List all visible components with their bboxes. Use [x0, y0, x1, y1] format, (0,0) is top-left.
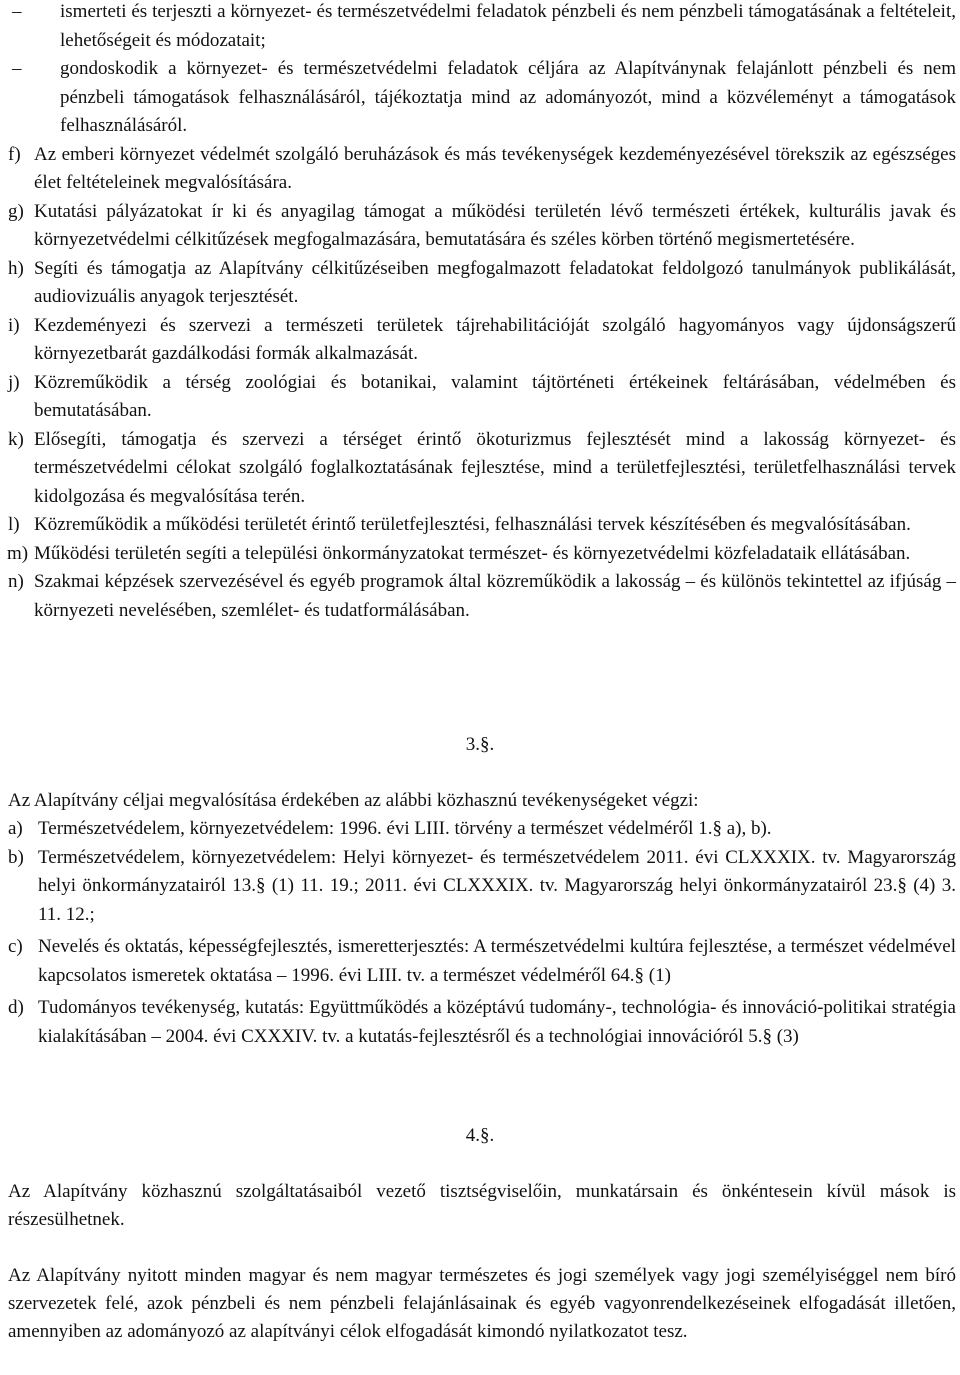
- list-marker: i): [8, 314, 20, 336]
- list-marker: d): [8, 997, 24, 1018]
- list-marker: a): [8, 818, 23, 839]
- list-item-text: Természetvédelem, környezetvédelem: Helyi környezet- és természetvédelem 2011. évi CLXXXIX. tv. Magyarország helyi önkormányzatairól 13.§ (1) 11. 19.; 2011. évi CLXXXIX. tv. Magyarország helyi önkormányzatairól 23.§ (4) 3. 11. 12.;: [38, 846, 956, 925]
- list-marker: –: [12, 1, 22, 22]
- paragraph: Az Alapítvány közhasznú szolgáltatásaiból vezető tisztségviselőin, munkatársain és önkéntesein kívül mások is részesülhetnek.: [8, 1181, 956, 1230]
- list-item: [8, 141, 956, 198]
- list-marker: l): [8, 514, 20, 535]
- list-item-text: gondoskodik a környezet- és természetvédelmi feladatok céljára az Alapítványnak felajánlott pénzbeli és nem pénzbeli támogatások felhasználásáról, tájékoztatja mind az adományozót, mind a közvéleményt a támogatások felhasználásáról.: [60, 58, 956, 136]
- list-item: [8, 994, 956, 1051]
- list-item-text: Kutatási pályázatokat ír ki és anyagilag támogat a működési területén lévő természeti értékek, kulturális javak és környezetvédelmi célkitűzések megfogalmazására, bemutatására és széles körben történő megismertetésére.: [34, 200, 956, 250]
- list-marker: –: [12, 58, 22, 79]
- list-item: [8, 55, 956, 141]
- list-item-text: Nevelés és oktatás, képességfejlesztés, ismeretterjesztés: A természetvédelmi kultúra fejlesztése, a természet védelmével kapcsolatos ismeretek oktatása – 1996. évi LIII. tv. a természet védelméről 64.§ (1): [38, 936, 956, 986]
- list-item: [8, 511, 956, 540]
- list-item: [8, 255, 956, 312]
- list-item: [8, 0, 956, 55]
- list-item: [8, 568, 956, 625]
- list-item-text: Működési területén segíti a települési önkormányzatokat természet- és környezetvédelmi közfeladataik ellátásában.: [34, 542, 911, 564]
- list-marker: j): [8, 371, 20, 393]
- list-item: [8, 815, 956, 844]
- list-marker: k): [8, 428, 24, 450]
- list-item-text: Közreműködik a térség zoológiai és botanikai, valamint tájtörténeti értékeinek feltárásában, védelmében és bemutatásában.: [34, 371, 956, 421]
- list-item-text: Az emberi környezet védelmét szolgáló beruházások és más tevékenységek kezdeményezésével törekszik az egészséges élet feltételeinek megvalósítására.: [34, 143, 956, 193]
- list-marker: c): [8, 936, 23, 957]
- activities-list: [8, 815, 956, 1051]
- list-item-text: Természetvédelem, környezetvédelem: 1996. évi LIII. törvény a természet védelméről 1.§ a), b).: [38, 818, 772, 839]
- list-item-text: Közreműködik a működési területét érintő területfejlesztési, felhasználási tervek készítésében és megvalósításában.: [34, 514, 911, 535]
- list-item: [8, 198, 956, 255]
- list-item-text: Szakmai képzések szervezésével és egyéb programok által közreműködik a lakosság – és különös tekintettel az ifjúság – környezeti nevelésében, szemlélet- és tudatformálásában.: [34, 571, 956, 621]
- list-item: [8, 540, 956, 569]
- list-item: [8, 933, 956, 990]
- list-marker: f): [8, 143, 21, 165]
- list-item: [8, 312, 956, 369]
- list-item-text: Elősegíti, támogatja és szervezi a térséget érintő ökoturizmus fejlesztését mind a lakosság környezet- és természetvédelmi célokat szolgáló foglalkoztatásának fejlesztése, mind a területfejlesztési, területfelhasználási tervek kidolgozása és megvalósítása terén.: [34, 428, 956, 507]
- paragraph: Az Alapítvány nyitott minden magyar és nem magyar természetes és jogi személyek vagy jogi személyiséggel nem bíró szervezetek felé, azok pénzbeli és nem pénzbeli felajánlásainak és egyéb vagyonrendelkezéseinek elfogadását illetően, amennyiben az adományozó az alapítványi célok elfogadását kimondó nyilatkozatot tesz.: [8, 1265, 956, 1342]
- objectives-list: [8, 0, 956, 625]
- section-heading: 4.§.: [465, 1125, 495, 1146]
- list-marker: g): [8, 200, 24, 222]
- list-item-text: Segíti és támogatja az Alapítvány célkitűzéseiben megfogalmazott feladatokat feldolgozó tanulmányok publikálását, audiovizuális anyagok terjesztését.: [34, 257, 956, 307]
- list-marker: n): [8, 571, 24, 592]
- list-item-text: ismerteti és terjeszti a környezet- és természetvédelmi feladatok pénzbeli és nem pénzbeli támogatásának a feltételeit, lehetőségeit és módozatait;: [60, 1, 956, 51]
- section-intro: Az Alapítvány céljai megvalósítása érdekében az alábbi közhasznú tevékenységeket végzi:: [8, 790, 699, 811]
- list-marker: m): [7, 542, 29, 564]
- section-heading: 3.§.: [465, 734, 495, 755]
- list-item: [8, 844, 956, 930]
- list-item-text: Tudományos tevékenység, kutatás: Együttműködés a középtávú tudomány-, technológia- és innováció-politikai stratégia kialakításában – 2004. évi CXXXIV. tv. a kutatás-fejlesztésről és a technológiai innovációról 5.§ (3): [38, 997, 956, 1047]
- list-marker: h): [8, 257, 24, 279]
- list-item: [8, 426, 956, 512]
- list-marker: b): [8, 846, 24, 868]
- list-item: [8, 369, 956, 426]
- list-item-text: Kezdeményezi és szervezi a természeti területek tájrehabilitációját szolgáló hagyományos vagy újdonságszerű környezetbarát gazdálkodási formák alkalmazását.: [34, 314, 956, 364]
